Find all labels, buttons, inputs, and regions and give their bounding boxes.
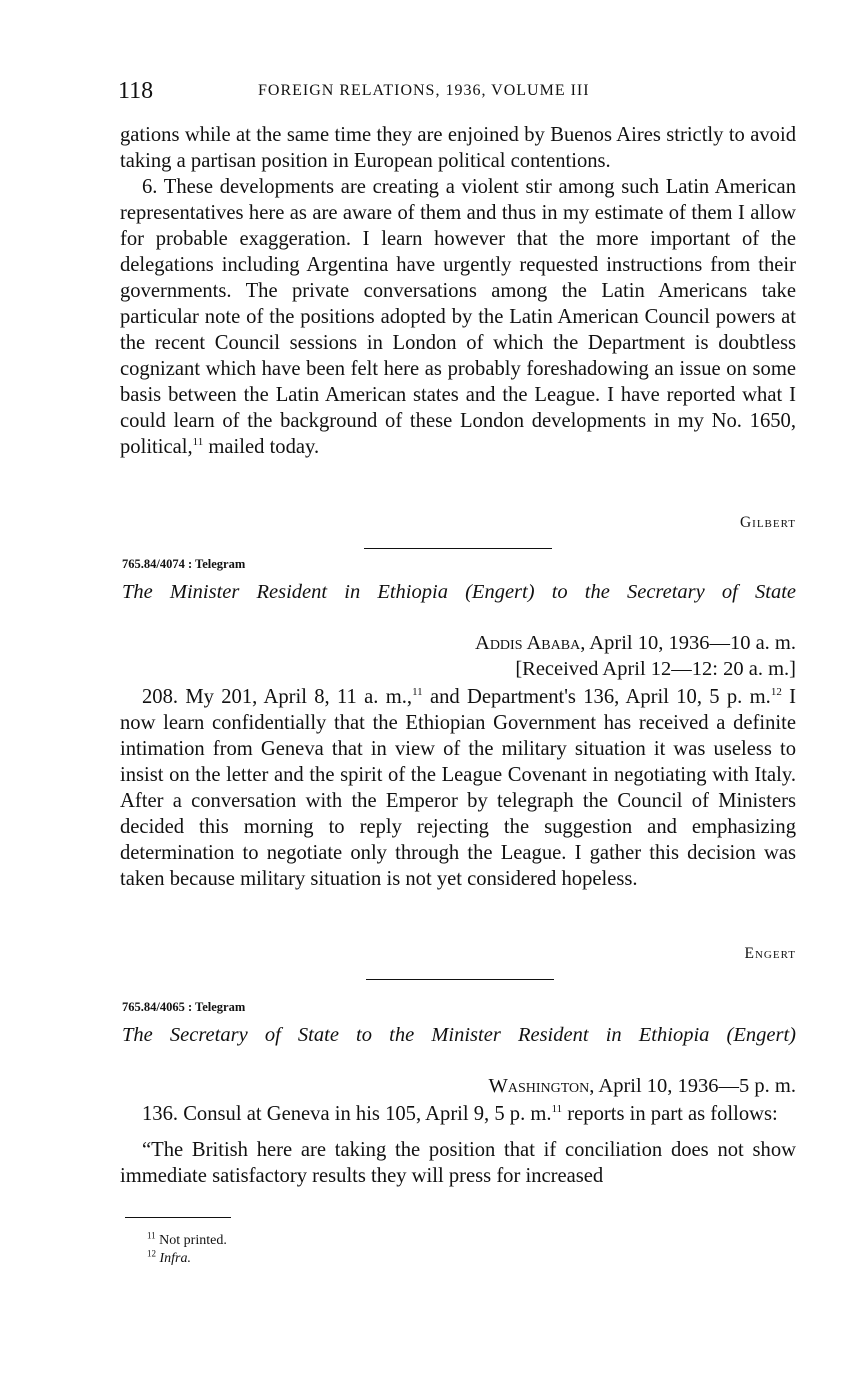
running-head: FOREIGN RELATIONS, 1936, VOLUME III [258,82,590,99]
telegram-208-body: 208. My 201, April 8, 11 a. m.,$^{11}$ and Department's 136, April 10, 5 p. m.$^{12}$ I now learn confidentially that the Ethiopian Government has received a definite intimation from Geneva that in view of the military situation it was useless to insist on the letter and the spirit of the League Covenant in negotiating with Italy. After a conversation with the Emperor by telegraph the Council of Ministers decided this morning to reply rejecting the suggestion and emphasizing determination to negotiate only through the League. I gather this decision was taken because military situation is not yet considered hopeless. [120,686,796,890]
footnote-ref: 11 [551,1103,563,1116]
footnote-ref: 12 [770,686,782,699]
section-divider [366,979,554,980]
signature-engert: Engert [744,945,796,962]
footnote-rule [125,1217,231,1218]
file-reference: 765.84/4065 : Telegram [122,1000,246,1014]
signature-gilbert: Gilbert [739,514,796,531]
doc1-text [120,122,796,460]
doc3-text [120,1101,796,1189]
quoted-report: “The British here are taking the position that if conciliation does not show immediate satisfactory results they will press for increased [120,1139,796,1187]
footnote-ref: 11 [192,436,204,449]
section-divider [364,548,552,549]
document-title: The Minister Resident in Ethiopia (Engert) to the Secretary of State [122,581,796,603]
page-number: 118 [118,78,154,104]
footnote-ref: 11 [412,686,423,699]
footnote-11: $^{11}$ Not printed. [147,1230,227,1248]
page-header [118,78,798,106]
received-line: [Received April 12—12: 20 a. m.] [515,658,796,680]
file-reference: 765.84/4074 : Telegram [122,557,246,571]
doc2-text [120,684,796,892]
footnote-12: $^{12}$ Infra. [147,1248,191,1266]
telegram-136-body: 136. Consul at Geneva in his 105, April 9, 5 p. m.$^{11}$ reports in part as follows: [142,1103,778,1125]
document-title: The Secretary of State to the Minister Resident in Ethiopia (Engert) [122,1024,796,1046]
paragraph-6: 6. These developments are creating a violent stir among such Latin American representatives here as are aware of them and thus in my estimate of them I allow for probable exaggeration. I learn however that the more important of the delegations including Argentina have urgently requested instructions from their governments. The private conversations among the Latin Americans take particular note of the positions adopted by the Latin American Council powers at the recent Council sessions in London of which the Department is doubtless cognizant which have been felt here as probably foreshadowing an issue on some basis between the Latin American states and the League. I have reported what I could learn of the background of these London developments in my No. 1650, political,$^{11}$ mailed today. [120,176,796,458]
dateline: Washington, April 10, 1936—5 p. m. [488,1075,796,1097]
continuation-paragraph: gations while at the same time they are enjoined by Buenos Aires strictly to avoid taking a partisan position in European political contentions. [120,124,796,172]
dateline: Addis Ababa, April 10, 1936—10 a. m. [Received April 12—12: 20 a. m.] [475,632,796,680]
footnotes [147,1232,227,1268]
